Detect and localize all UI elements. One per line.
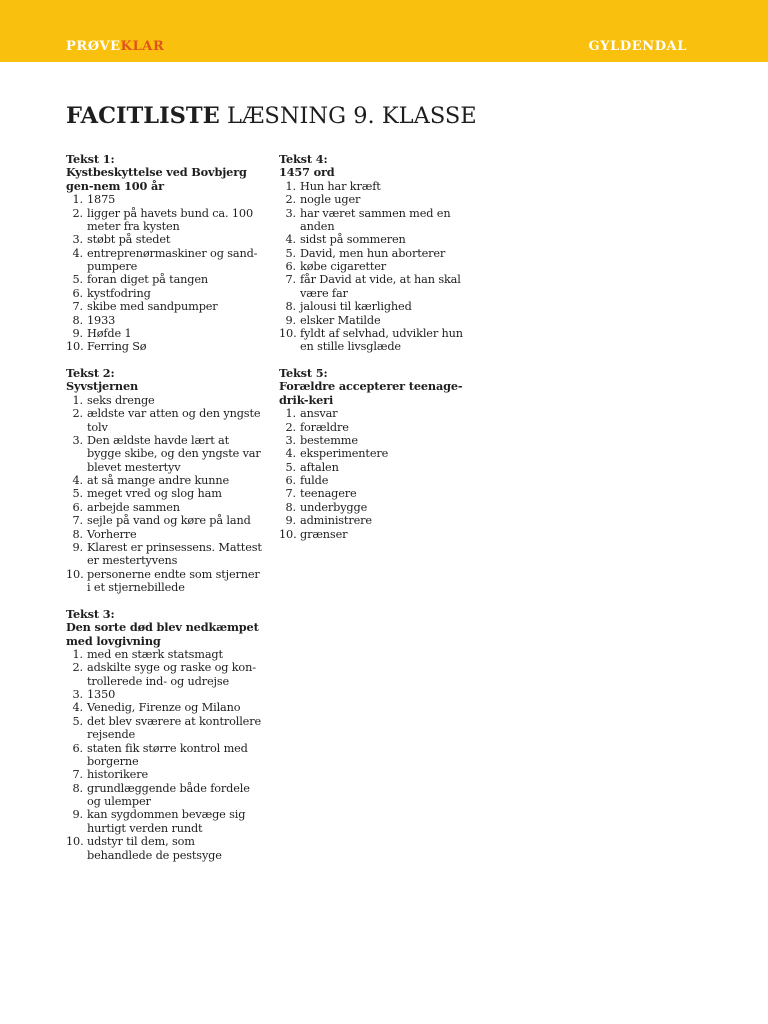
answer-item bbox=[279, 474, 469, 487]
answer-item bbox=[279, 273, 469, 300]
answer-text: David, men hun aborterer bbox=[300, 246, 446, 260]
answer-text: seks drenge bbox=[87, 393, 155, 407]
answer-number: 9. bbox=[285, 313, 296, 327]
answer-column-left bbox=[66, 153, 262, 875]
answer-text: teenagere bbox=[300, 487, 357, 501]
answer-number: 6. bbox=[72, 500, 83, 514]
answer-text: Venedig, Firenze og Milano bbox=[87, 701, 241, 715]
answer-text: entreprenørmaskiner og sand-pumpere bbox=[87, 246, 258, 273]
answer-number: 1. bbox=[285, 179, 296, 193]
answer-number: 9. bbox=[285, 514, 296, 528]
answer-item bbox=[66, 474, 262, 487]
answer-number: 5. bbox=[285, 246, 296, 260]
answer-item bbox=[66, 768, 262, 781]
answer-text: skibe med sandpumper bbox=[87, 300, 218, 314]
answer-number: 9. bbox=[72, 808, 83, 822]
answer-text: forældre bbox=[300, 420, 349, 434]
answer-number: 9. bbox=[72, 326, 83, 340]
answer-text: støbt på stedet bbox=[87, 233, 171, 247]
answer-number: 2. bbox=[72, 206, 83, 220]
answer-number: 1. bbox=[72, 193, 83, 207]
answer-text: bestemme bbox=[300, 433, 358, 447]
answer-item bbox=[279, 501, 469, 514]
answer-item bbox=[66, 715, 262, 742]
answer-text: 1875 bbox=[87, 193, 116, 207]
answer-text: Vorherre bbox=[87, 527, 137, 541]
answer-text: meget vred og slog ham bbox=[87, 487, 222, 501]
answer-number: 3. bbox=[72, 433, 83, 447]
answer-list bbox=[66, 193, 262, 354]
answer-item bbox=[279, 180, 469, 193]
brand-logo bbox=[66, 38, 164, 56]
answer-number: 3. bbox=[285, 433, 296, 447]
answer-text: 1350 bbox=[87, 688, 116, 701]
answer-text: har været sammen med en anden bbox=[300, 206, 451, 233]
answer-item bbox=[279, 233, 469, 246]
answer-number: 4. bbox=[72, 701, 83, 715]
answer-number: 6. bbox=[285, 474, 296, 487]
answer-number: 4. bbox=[72, 474, 83, 487]
answer-item bbox=[66, 648, 262, 661]
answer-number: 6. bbox=[72, 741, 83, 755]
answer-text: kan sygdommen bevæge sig hurtigt verden rundt bbox=[87, 808, 246, 835]
answer-number: 2. bbox=[72, 407, 83, 421]
answer-item bbox=[279, 461, 469, 474]
answer-text: kystfodring bbox=[87, 286, 151, 300]
answer-item bbox=[66, 501, 262, 514]
answer-text: købe cigaretter bbox=[300, 260, 387, 273]
answer-text: Høfde 1 bbox=[87, 326, 132, 340]
answer-list bbox=[279, 407, 469, 541]
answer-number: 7. bbox=[285, 273, 296, 287]
answer-number: 2. bbox=[285, 420, 296, 434]
answer-number: 5. bbox=[72, 273, 83, 287]
answer-item bbox=[279, 447, 469, 460]
header-bar bbox=[0, 0, 768, 62]
answer-section bbox=[279, 367, 469, 541]
answer-item bbox=[279, 487, 469, 500]
answer-section bbox=[66, 153, 262, 354]
answer-text: staten fik større kontrol med borgerne bbox=[87, 741, 248, 768]
answer-text: udstyr til dem, som behandlede de pestsyge bbox=[87, 835, 222, 862]
answer-number: 10. bbox=[66, 340, 84, 354]
answer-item bbox=[279, 193, 469, 206]
section-label: Tekst 4: bbox=[279, 152, 328, 166]
answer-item bbox=[66, 742, 262, 769]
page-title bbox=[66, 101, 477, 131]
answer-item bbox=[66, 514, 262, 527]
answer-number: 8. bbox=[285, 300, 296, 314]
answer-number: 10. bbox=[66, 835, 84, 849]
section-title: Kystbeskyttelse ved Bovbjerg gen-nem 100 år bbox=[66, 165, 247, 193]
answer-text: elsker Matilde bbox=[300, 313, 381, 327]
answer-item bbox=[66, 487, 262, 500]
answer-item bbox=[66, 541, 262, 568]
answer-text: sejle på vand og køre på land bbox=[87, 514, 251, 528]
answer-text: at så mange andre kunne bbox=[87, 474, 230, 487]
answer-text: aftalen bbox=[300, 460, 339, 474]
answer-item bbox=[279, 314, 469, 327]
answer-number: 5. bbox=[72, 487, 83, 501]
answer-item bbox=[66, 300, 262, 313]
answer-item bbox=[66, 782, 262, 809]
answer-text: ligger på havets bund ca. 100 meter fra kysten bbox=[87, 206, 253, 233]
answer-number: 2. bbox=[285, 193, 296, 207]
answer-item bbox=[279, 514, 469, 527]
answer-number: 4. bbox=[285, 233, 296, 247]
section-title: Syvstjernen bbox=[66, 379, 139, 394]
answer-item bbox=[66, 233, 262, 246]
answer-item bbox=[66, 193, 262, 206]
answer-text: foran diget på tangen bbox=[87, 273, 209, 287]
answer-number: 4. bbox=[72, 246, 83, 260]
brand-logo-part2: KLAR bbox=[120, 39, 165, 54]
answer-number: 10. bbox=[66, 567, 84, 581]
section-title: Forældre accepterer teenage-drik-keri bbox=[279, 379, 463, 407]
answer-item bbox=[66, 568, 262, 595]
answer-text: med en stærk statsmagt bbox=[87, 647, 223, 661]
answer-item bbox=[279, 407, 469, 420]
answer-number: 10. bbox=[279, 326, 297, 340]
answer-text: Den ældste havde lært at bygge skibe, og den yngste var blevet mestertyv bbox=[87, 433, 261, 474]
answer-list bbox=[66, 394, 262, 595]
answer-text: jalousi til kærlighed bbox=[300, 300, 412, 314]
answer-item bbox=[279, 207, 469, 234]
page-title-bold: FACITLISTE bbox=[66, 103, 220, 129]
answer-text: arbejde sammen bbox=[87, 500, 180, 514]
answer-item bbox=[279, 421, 469, 434]
answer-number: 7. bbox=[72, 768, 83, 782]
answer-number: 3. bbox=[72, 688, 83, 701]
answer-number: 8. bbox=[72, 781, 83, 795]
answer-item bbox=[66, 661, 262, 688]
answer-text: eksperimentere bbox=[300, 447, 389, 461]
answer-number: 8. bbox=[285, 500, 296, 514]
answer-item bbox=[279, 300, 469, 313]
answer-number: 6. bbox=[72, 286, 83, 300]
answer-text: fyldt af selvhad, udvikler hun en stille livsglæde bbox=[300, 326, 463, 354]
answer-number: 9. bbox=[72, 540, 83, 554]
answer-number: 10. bbox=[279, 527, 297, 541]
answer-number: 7. bbox=[72, 300, 83, 314]
page-title-light: LÆSNING 9. KLASSE bbox=[226, 103, 477, 129]
answer-number: 5. bbox=[72, 714, 83, 728]
answer-item bbox=[279, 434, 469, 447]
answer-item bbox=[66, 340, 262, 353]
answer-number: 7. bbox=[72, 514, 83, 528]
answer-text: ansvar bbox=[300, 407, 338, 421]
answer-text: grundlæggende både fordele og ulemper bbox=[87, 781, 250, 808]
answer-item bbox=[66, 273, 262, 286]
answer-number: 5. bbox=[285, 460, 296, 474]
answer-section bbox=[66, 367, 262, 594]
answer-number: 6. bbox=[285, 260, 296, 273]
publisher-name: GYLDENDAL bbox=[588, 39, 687, 54]
answer-item bbox=[66, 434, 262, 474]
answer-section bbox=[279, 153, 469, 354]
answer-item bbox=[66, 314, 262, 327]
answer-list bbox=[66, 648, 262, 862]
answer-item bbox=[66, 247, 262, 274]
answer-text: Klarest er prinsessens. Mattest er mestertyvens bbox=[87, 540, 262, 568]
answer-text: det blev sværere at kontrollere rejsende bbox=[87, 714, 261, 742]
answer-text: personerne endte som stjerner i et stjernebillede bbox=[87, 567, 260, 594]
answer-text: ældste var atten og den yngste tolv bbox=[87, 407, 261, 434]
answer-text: administrere bbox=[300, 514, 372, 528]
answer-number: 2. bbox=[72, 661, 83, 675]
answer-text: Hun har kræft bbox=[300, 179, 381, 193]
answer-item bbox=[66, 327, 262, 340]
answer-item bbox=[66, 207, 262, 234]
answer-item bbox=[279, 260, 469, 273]
answer-column-right bbox=[279, 153, 469, 554]
brand-logo-part1: PRØVE bbox=[66, 39, 121, 54]
answer-text: grænser bbox=[300, 527, 348, 541]
section-label: Tekst 5: bbox=[279, 366, 328, 380]
answer-item bbox=[279, 247, 469, 260]
answer-text: får David at vide, at han skal være far bbox=[300, 273, 461, 300]
answer-item bbox=[66, 701, 262, 714]
section-label: Tekst 2: bbox=[66, 366, 115, 380]
answer-text: historikere bbox=[87, 768, 149, 782]
answer-item bbox=[66, 407, 262, 434]
answer-text: nogle uger bbox=[300, 193, 361, 207]
answer-number: 1. bbox=[72, 647, 83, 661]
answer-text: sidst på sommeren bbox=[300, 233, 406, 247]
section-title: 1457 ord bbox=[279, 165, 335, 180]
section-label: Tekst 3: bbox=[66, 606, 115, 621]
answer-number: 1. bbox=[72, 393, 83, 407]
answer-text: underbygge bbox=[300, 500, 368, 514]
answer-item bbox=[66, 835, 262, 862]
answer-text: fulde bbox=[300, 474, 329, 487]
answer-text: adskilte syge og raske og kon-trollerede ind- og udrejse bbox=[87, 661, 256, 688]
section-label: Tekst 1: bbox=[66, 152, 115, 166]
answer-item bbox=[279, 528, 469, 541]
answer-section bbox=[66, 608, 262, 862]
answer-number: 7. bbox=[285, 487, 296, 501]
answer-number: 8. bbox=[72, 527, 83, 541]
answer-number: 4. bbox=[285, 447, 296, 461]
answer-number: 8. bbox=[72, 313, 83, 327]
answer-number: 3. bbox=[72, 233, 83, 247]
answer-item bbox=[66, 394, 262, 407]
answer-number: 1. bbox=[285, 407, 296, 421]
answer-item bbox=[66, 528, 262, 541]
answer-list bbox=[279, 180, 469, 354]
answer-number: 3. bbox=[285, 206, 296, 220]
section-title: Den sorte død blev nedkæmpet med lovgivning bbox=[66, 620, 259, 648]
answer-item bbox=[66, 808, 262, 835]
answer-text: 1933 bbox=[87, 313, 116, 327]
answer-text: Ferring Sø bbox=[87, 340, 147, 354]
answer-item bbox=[66, 287, 262, 300]
answer-item bbox=[66, 688, 262, 701]
answer-item bbox=[279, 327, 469, 354]
